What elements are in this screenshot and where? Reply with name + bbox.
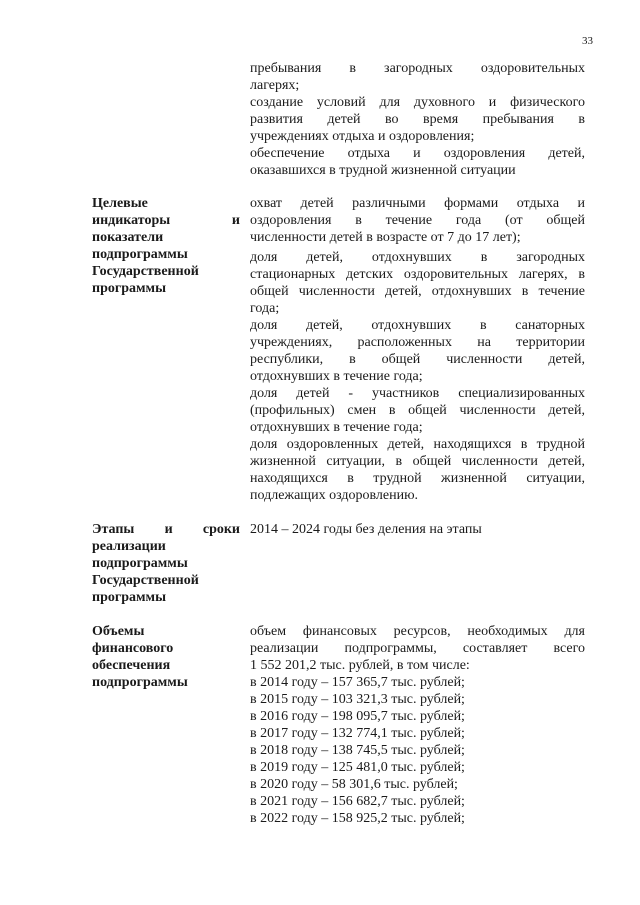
text-line: республики, в общей численности детей,	[250, 352, 585, 367]
text-line: учреждениях отдыха и оздоровления;	[250, 129, 475, 144]
text-line: общей численности детей, отдохнувших в течение	[250, 284, 585, 299]
text-line: 2014 – 2024 годы без деления на этапы	[250, 522, 482, 537]
text-line: 1 552 201,2 тыс. рублей, в том числе:	[250, 658, 470, 673]
text-line: объем финансовых ресурсов, необходимых для	[250, 624, 585, 639]
text-line: пребывания в загородных оздоровительных	[250, 61, 585, 76]
section-label-line: программы	[92, 590, 166, 605]
section-label-line: Объемы	[92, 624, 145, 639]
text-line: (профильных) смен в общей численности детей,	[250, 403, 585, 418]
text-line: в 2022 году – 158 925,2 тыс. рублей;	[250, 811, 465, 826]
text-line: года;	[250, 301, 280, 316]
section-label-line: Государственной	[92, 264, 199, 279]
section-label-line: показатели	[92, 230, 164, 245]
text-line: учреждениях, расположенных на территории	[250, 335, 585, 350]
text-line: отдохнувших в течение года;	[250, 369, 423, 384]
text-line: численности детей в возрасте от 7 до 17 лет);	[250, 230, 521, 245]
text-line: охват детей различными формами отдыха и	[250, 196, 585, 211]
text-line: развития детей во время пребывания в	[250, 112, 585, 127]
text-line: в 2016 году – 198 095,7 тыс. рублей;	[250, 709, 465, 724]
text-line: отдохнувших в течение года;	[250, 420, 423, 435]
text-line: обеспечение отдыха и оздоровления детей,	[250, 146, 585, 161]
section-label-line: программы	[92, 281, 166, 296]
section-label-line: Государственной	[92, 573, 199, 588]
text-line: лагерях;	[250, 78, 300, 93]
text-line: жизненной ситуации, в общей численности детей,	[250, 454, 585, 469]
section-label-line: финансового	[92, 641, 174, 656]
text-line: в 2014 году – 157 365,7 тыс. рублей;	[250, 675, 465, 690]
section-label-line: индикаторы и	[92, 213, 240, 228]
text-line: доля детей - участников специализированных	[250, 386, 585, 401]
section-label-line: подпрограммы	[92, 675, 188, 690]
text-line: доля детей, отдохнувших в загородных	[250, 250, 585, 265]
text-line: реализации подпрограммы, составляет всего	[250, 641, 585, 656]
section-label-line: подпрограммы	[92, 247, 188, 262]
text-line: доля оздоровленных детей, находящихся в трудной	[250, 437, 585, 452]
text-line: в 2021 году – 156 682,7 тыс. рублей;	[250, 794, 465, 809]
text-line: в 2019 году – 125 481,0 тыс. рублей;	[250, 760, 465, 775]
text-line: доля детей, отдохнувших в санаторных	[250, 318, 585, 333]
text-line: подлежащих оздоровлению.	[250, 488, 419, 503]
section-label-line: подпрограммы	[92, 556, 188, 571]
section-label-line: обеспечения	[92, 658, 171, 673]
text-line: оказавшихся в трудной жизненной ситуации	[250, 163, 516, 178]
text-line: в 2018 году – 138 745,5 тыс. рублей;	[250, 743, 465, 758]
page-number: 33	[582, 35, 593, 47]
text-line: оздоровления в течение года (от общей	[250, 213, 585, 228]
section-label-line: Этапы и сроки	[92, 522, 240, 537]
section-label-line: реализации	[92, 539, 166, 554]
text-line: стационарных детских оздоровительных лагерях, в	[250, 267, 585, 282]
text-line: создание условий для духовного и физического	[250, 95, 585, 110]
text-line: в 2020 году – 58 301,6 тыс. рублей;	[250, 777, 458, 792]
section-label-line: Целевые	[92, 196, 148, 211]
text-line: в 2015 году – 103 321,3 тыс. рублей;	[250, 692, 465, 707]
text-line: в 2017 году – 132 774,1 тыс. рублей;	[250, 726, 465, 741]
text-line: находящихся в трудной жизненной ситуации,	[250, 471, 585, 486]
